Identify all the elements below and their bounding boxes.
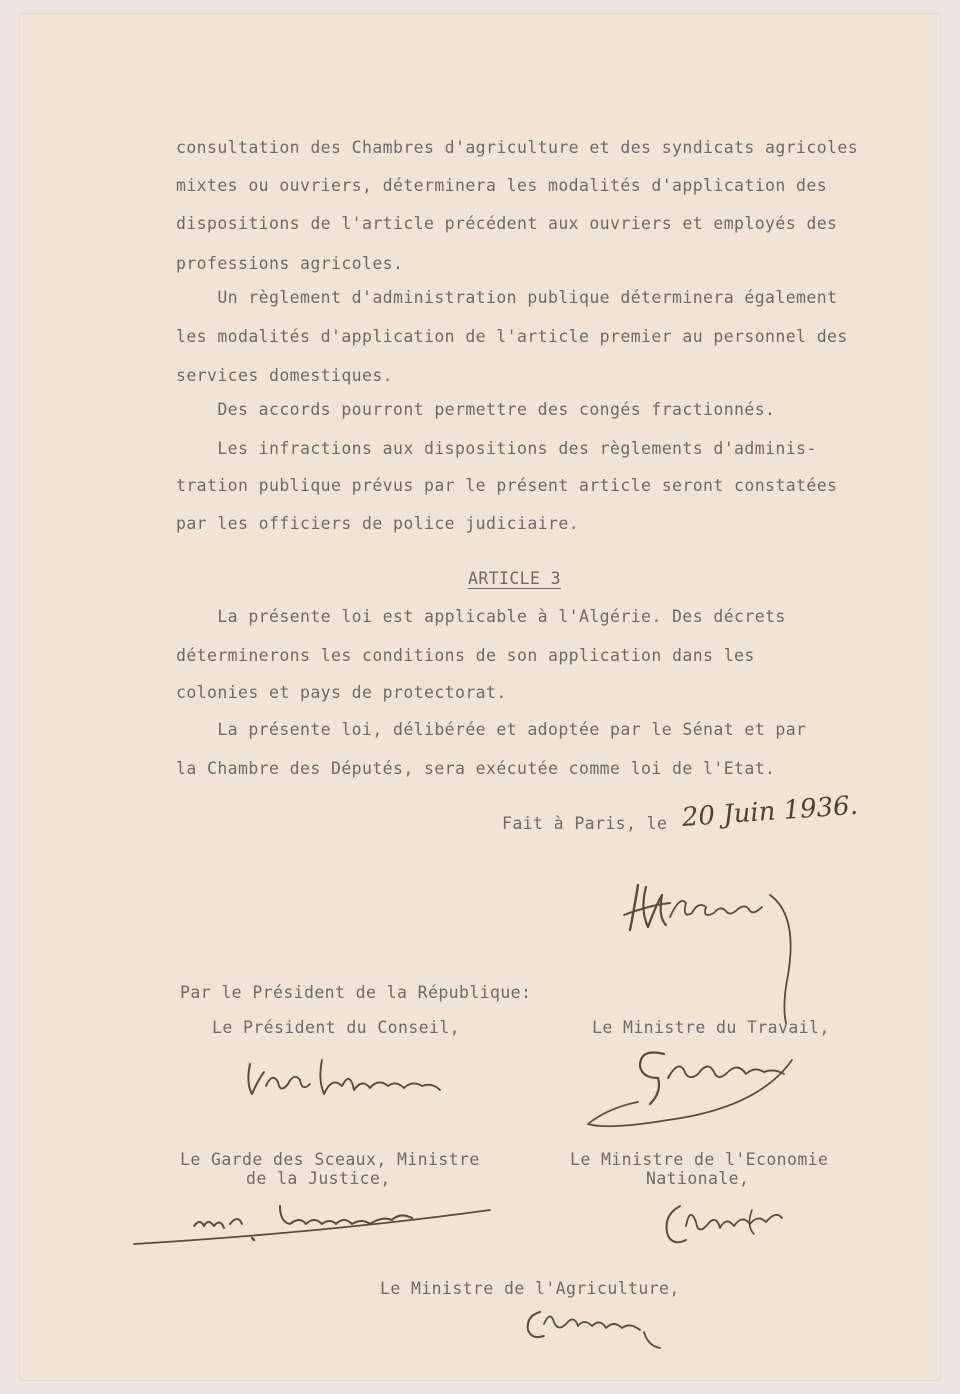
- body-line: Un règlement d'administration publique déterminera également: [176, 288, 838, 307]
- president-signature: [610, 855, 810, 1025]
- monnet-signature: [520, 1302, 670, 1352]
- body-line: consultation des Chambres d'agriculture et des syndicats agricoles: [176, 138, 859, 157]
- body-line: tration publique prévus par le présent article seront constatées: [176, 476, 838, 495]
- body-line: les modalités d'application de l'article premier au personnel des: [176, 327, 848, 346]
- date-typed: Fait à Paris, le: [502, 814, 668, 833]
- body-line: professions agricoles.: [176, 254, 404, 273]
- blum-signature: [238, 1050, 458, 1110]
- body-line: Des accords pourront permettre des congés fractionnés.: [176, 400, 776, 419]
- spinasse-signature: [656, 1196, 806, 1256]
- body-line: services domestiques.: [176, 366, 394, 385]
- article-line: déterminerons les conditions de son application dans les: [176, 646, 755, 665]
- date-handwritten: 20 Juin 1936.: [680, 790, 859, 833]
- garde-sceaux-title-1: Le Garde des Sceaux, Ministre: [180, 1150, 480, 1169]
- lebas-signature: [578, 1038, 818, 1138]
- article-line: la Chambre des Députés, sera exécutée comme loi de l'Etat.: [176, 759, 776, 778]
- ministre-travail-title: Le Ministre du Travail,: [592, 1018, 830, 1037]
- ministre-agriculture-title: Le Ministre de l'Agriculture,: [380, 1279, 680, 1298]
- article-heading: ARTICLE 3: [468, 569, 562, 588]
- body-line: par les officiers de police judiciaire.: [176, 514, 580, 533]
- garde-sceaux-title-2: de la Justice,: [246, 1169, 391, 1188]
- article-line: La présente loi est applicable à l'Algérie. Des décrets: [176, 607, 786, 626]
- ministre-economie-title-1: Le Ministre de l'Economie: [570, 1150, 829, 1169]
- article-line: La présente loi, délibérée et adoptée par le Sénat et par: [176, 720, 807, 739]
- article-line: colonies et pays de protectorat.: [176, 683, 507, 702]
- ministre-economie-title-2: Nationale,: [646, 1169, 750, 1188]
- body-line: dispositions de l'article précédent aux ouvriers et employés des: [176, 214, 838, 233]
- signatories-intro: Par le Président de la République:: [180, 983, 532, 1002]
- body-line: Les infractions aux dispositions des règlements d'adminis-: [176, 439, 817, 458]
- rucart-signature: [130, 1196, 510, 1256]
- president-conseil-title: Le Président du Conseil,: [212, 1018, 461, 1037]
- body-line: mixtes ou ouvriers, déterminera les modalités d'application des: [176, 176, 828, 195]
